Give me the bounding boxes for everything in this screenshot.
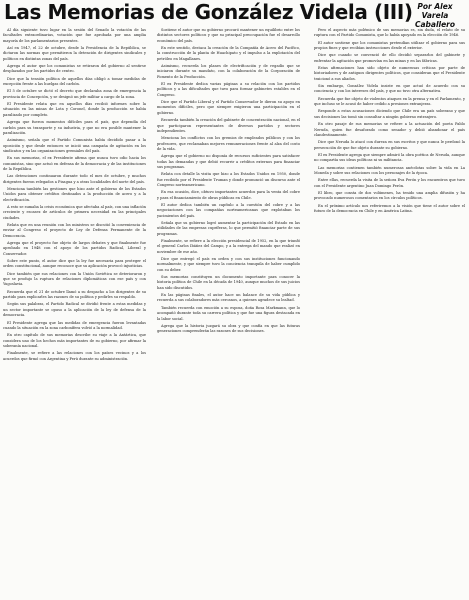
article-paragraph: Sostiene el autor que su gobierno procuró mantener un equilibrio entre los distintos sectores políticos y que su principal preocupación fue el desarrollo económico del país. — [157, 28, 300, 43]
article-paragraph: Dice que el Partido Liberal y el Partido Conservador le dieron su apoyo en momentos difíciles, pero que siempre exigieron una participación en el gobierno. — [157, 100, 300, 115]
article-column-3 — [314, 28, 465, 594]
article-paragraph: Asimismo, señala que el Partido Comunista había decidido pasar a la oposición y que desde entonces se inició una campaña de agitación en los sindicatos y en las organizaciones gremiales del país. — [3, 138, 146, 153]
article-paragraph: Agrega que el proyecto fue objeto de largos debates y que finalmente fue aprobado en 1948 con el apoyo de los partidos Radical, Liberal y Conservador. — [3, 241, 146, 256]
article-paragraph: En este sentido, destaca la creación de la Compañía de Acero del Pacífico, la construcción de la planta de Huachipato y el impulso a la explotación del petróleo en Magallanes. — [157, 46, 300, 61]
article-paragraph: Finalmente, se refiere a la elección presidencial de 1952, en la que triunfó el general Carlos Ibáñez del Campo, y a la entrega del mando que realizó en noviembre de ese año. — [157, 239, 300, 254]
article-paragraph: Finalmente, se refiere a las relaciones con los países vecinos y a los acuerdos que firmó con Argentina y Perú durante su administración. — [3, 351, 146, 361]
article-paragraph: Según sus palabras, el Partido Radical se dividió frente a estas medidas y un sector importante se opuso a la aplicación de la ley de defensa de la democracia. — [3, 302, 146, 318]
article-paragraph: En otro capítulo de sus memorias describe su viaje a la Antártica, que considera uno de los hechos más importantes de su gobierno, por afirmar la soberanía nacional. — [3, 333, 146, 348]
article-paragraph: Asimismo, recuerda los planes de electrificación y de regadío que se iniciaron durante su mandato, con la colaboración de la Corporación de Fomento de la Producción. — [157, 64, 300, 79]
article-column-1 — [3, 28, 146, 594]
article-paragraph: Sin embargo, González Videla insiste en que actuó de acuerdo con su conciencia y con los intereses del país, y que no tuvo otra alternativa. — [314, 84, 465, 94]
article-paragraph: El 5 de octubre se dictó el decreto que declaraba zona de emergencia la provincia de Concepción, y se designó un jefe militar a cargo de la zona. — [3, 89, 146, 99]
article-paragraph: Recuerda también la creación del gabinete de concentración nacional, en el que participaron representantes de diversos partidos y sectores independientes. — [157, 118, 300, 133]
article-paragraph: Dice que cuando se convenció de ello decidió separarlos del gabinete y enfrentar la agitación que promovían en las minas y en las fábricas. — [314, 53, 465, 63]
article-paragraph: En el próximo artículo nos referiremos a la visión que tiene el autor sobre el futuro de la democracia en Chile y en América Latina. — [314, 203, 465, 213]
article-paragraph: El libro, que consta de dos volúmenes, ha tenido una amplia difusión y ha provocado numerosos comentarios en los círculos políticos. — [314, 190, 465, 201]
article-paragraph: Dice que la tensión política de aquellos días obligó a tomar medidas de excepción frente a las huelgas del carbón. — [3, 76, 146, 87]
article-paragraph: Estas afirmaciones han sido objeto de numerosas críticas por parte de historiadores y de antiguos dirigentes políticos, que consideran que el Presidente traicionó a sus aliados. — [314, 66, 465, 81]
article-column-2 — [157, 28, 300, 594]
article-paragraph: El Presidente relata que en aquellos días recibió informes sobre la situación en las minas de Lota y Coronel, donde la producción se había paralizado por completo. — [3, 102, 146, 117]
article-headline: Las Memorias de González Videla (III) — [4, 0, 413, 24]
article-paragraph: El Presidente agrega que las medidas de emergencia fueron levantadas cuando la situación en la zona carbonífera volvió a la normalidad. — [3, 320, 146, 330]
article-paragraph: Agrega que la historia juzgará su obra y que confía en que las futuras generaciones comprenderán las razones de sus decisiones. — [157, 323, 300, 334]
article-paragraph: En sus memorias, el ex Presidente afirma que nunca tuvo odio hacia los comunistas, sino que actuó en defensa de la democracia y de las instituciones de la República. — [3, 156, 146, 171]
article-paragraph: Recuerda que fue objeto de violentos ataques en la prensa y en el Parlamento, y que incluso se le acusó de haber cedido a presiones extranjeras. — [314, 96, 465, 107]
byline-prefix: Por Alex — [417, 2, 453, 11]
article-paragraph: Responde a estas acusaciones diciendo que Chile era un país soberano y que sus decisiones las tomó sin consultar a ningún gobierno extranjero. — [314, 109, 465, 119]
article-paragraph: Al día siguiente tuvo lugar en la sesión del Senado la votación de las facultades extraordinarias, votación que fue aprobada por una amplia mayoría de los parlamentarios presentes. — [3, 28, 146, 43]
article-paragraph: Así en 1947, el 22 de octubre, desde la Presidencia de la República, se dictaron las normas que permitieron la detención de dirigentes sindicales y políticos en distintas zonas del país. — [3, 46, 146, 61]
article-paragraph: En otro pasaje de sus memorias se refiere a la actuación del poeta Pablo Neruda, quien fue desaforado como senador y debió abandonar el país clandestinamente. — [314, 122, 465, 137]
article-paragraph: En esa ocasión, dice, obtuvo importantes acuerdos para la venta del cobre y para el financiamiento de obras públicas en Chile. — [157, 190, 300, 200]
article-paragraph: Las detenciones continuaron durante todo el mes de octubre, y muchos dirigentes fueron relegados a Pisagua y a otras localidades del norte del país. — [3, 174, 146, 184]
article-paragraph: Relata con detalle la visita que hizo a los Estados Unidos en 1950, donde fue recibido por el Presidente Truman y donde pronunció un discurso ante el Congreso norteamericano. — [157, 172, 300, 187]
article-paragraph: Las memorias contienen también numerosas anécdotas sobre la vida en La Moneda y sobre sus relaciones con los personajes de la época. — [314, 165, 465, 175]
article-paragraph: Señala que su gobierno logró aumentar la participación del Estado en las utilidades de las empresas cupríferas, lo que permitió financiar parte de sus programas. — [157, 221, 300, 236]
article-paragraph: Agrega el autor que los comunistas se retiraron del gobierno al sentirse desplazados por los partidos de centro. — [3, 64, 146, 74]
article-paragraph: También recuerda con emoción a su esposa, doña Rosa Markmann, que lo acompañó durante toda su carrera política y que fue una figura destacada en la labor social. — [157, 305, 300, 321]
article-paragraph: Dice que Neruda lo atacó con dureza en sus escritos y que nunca le perdonó la persecución de que fue objeto durante su gobierno. — [314, 140, 465, 150]
article-paragraph: Relata que en una reunión con los ministros se discutió la conveniencia de enviar al Congreso el proyecto de Ley de Defensa Permanente de la Democracia. — [3, 223, 146, 238]
article-paragraph: El autor dedica también un capítulo a la cuestión del cobre y a las negociaciones con las compañías norteamericanas que explotaban los yacimientos del país. — [157, 202, 300, 218]
article-paragraph: El ex Presidente agrega que siempre admiró la obra poética de Neruda, aunque no compartía sus ideas políticas ni su militancia. — [314, 152, 465, 163]
article-paragraph: Recuerda que el 21 de octubre llamó a su despacho a los dirigentes de su partido para explicarles las razones de su política y pedirles su respaldo. — [3, 289, 146, 300]
article-paragraph: Dice también que sus relaciones con la Unión Soviética se deterioraron y que se produjo la ruptura de relaciones diplomáticas con ese país y con Yugoslavia. — [3, 271, 146, 287]
article-paragraph: En las páginas finales, el autor hace un balance de su vida pública y recuerda a sus colaboradores más cercanos, a quienes agradece su lealtad. — [157, 293, 300, 303]
article-paragraph: Agrega que fueron momentos difíciles para el país, que dependía del carbón para su transporte y su industria, y que no era posible mantener la paralización. — [3, 120, 146, 135]
article-paragraph: El autor sostiene que los comunistas pretendían utilizar el gobierno para sus propios fines y que recibían instrucciones desde el exterior. — [314, 40, 465, 51]
article-paragraph: Sobre este punto, el autor dice que la ley fue necesaria para proteger el orden constitucional, aunque reconoce que su aplicación provocó injusticias. — [3, 259, 146, 269]
article-paragraph: A esto se sumaba la crisis económica que afectaba al país, con una inflación creciente y escasez de artículos de primera necesidad en las principales ciudades. — [3, 204, 146, 220]
article-paragraph: Sus memorias constituyen un documento importante para conocer la historia política de Chile en la década de 1940, aunque muchos de sus juicios han sido discutidos. — [157, 275, 300, 290]
article-paragraph: Dice que entregó el país en orden y con sus instituciones funcionando normalmente, y que siempre tuvo la conciencia tranquila de haber cumplido con su deber. — [157, 257, 300, 272]
article-paragraph: Menciona también las gestiones que hizo ante el gobierno de los Estados Unidos para obtener créditos destinados a la producción de acero y a la electrificación. — [3, 186, 146, 202]
article-paragraph: Pero el aspecto más polémico de sus memorias es, sin duda, el relato de su ruptura con el Partido Comunista, que lo había apoyado en la elección de 1946. — [314, 28, 465, 38]
byline-author: Varela Caballero — [414, 11, 456, 29]
article-paragraph: Agrega que el gobierno no disponía de recursos suficientes para satisfacer todas las demandas y que debió recurrir a créditos externos para financiar sus programas. — [157, 154, 300, 169]
article-byline — [404, 2, 466, 29]
article-paragraph: Menciona los conflictos con los gremios de empleados públicos y con los profesores, que reclamaban mejores remuneraciones frente al alza del costo de la vida. — [157, 136, 300, 151]
article-paragraph: Entre ellas, recuerda la visita de la señora Eva Perón y los encuentros que tuvo con el Presidente argentino Juan Domingo Perón. — [314, 178, 465, 188]
article-paragraph: El ex Presidente dedica varias páginas a su relación con los partidos políticos y a las dificultades que tuvo para formar gabinetes estables en el Congreso. — [157, 82, 300, 97]
